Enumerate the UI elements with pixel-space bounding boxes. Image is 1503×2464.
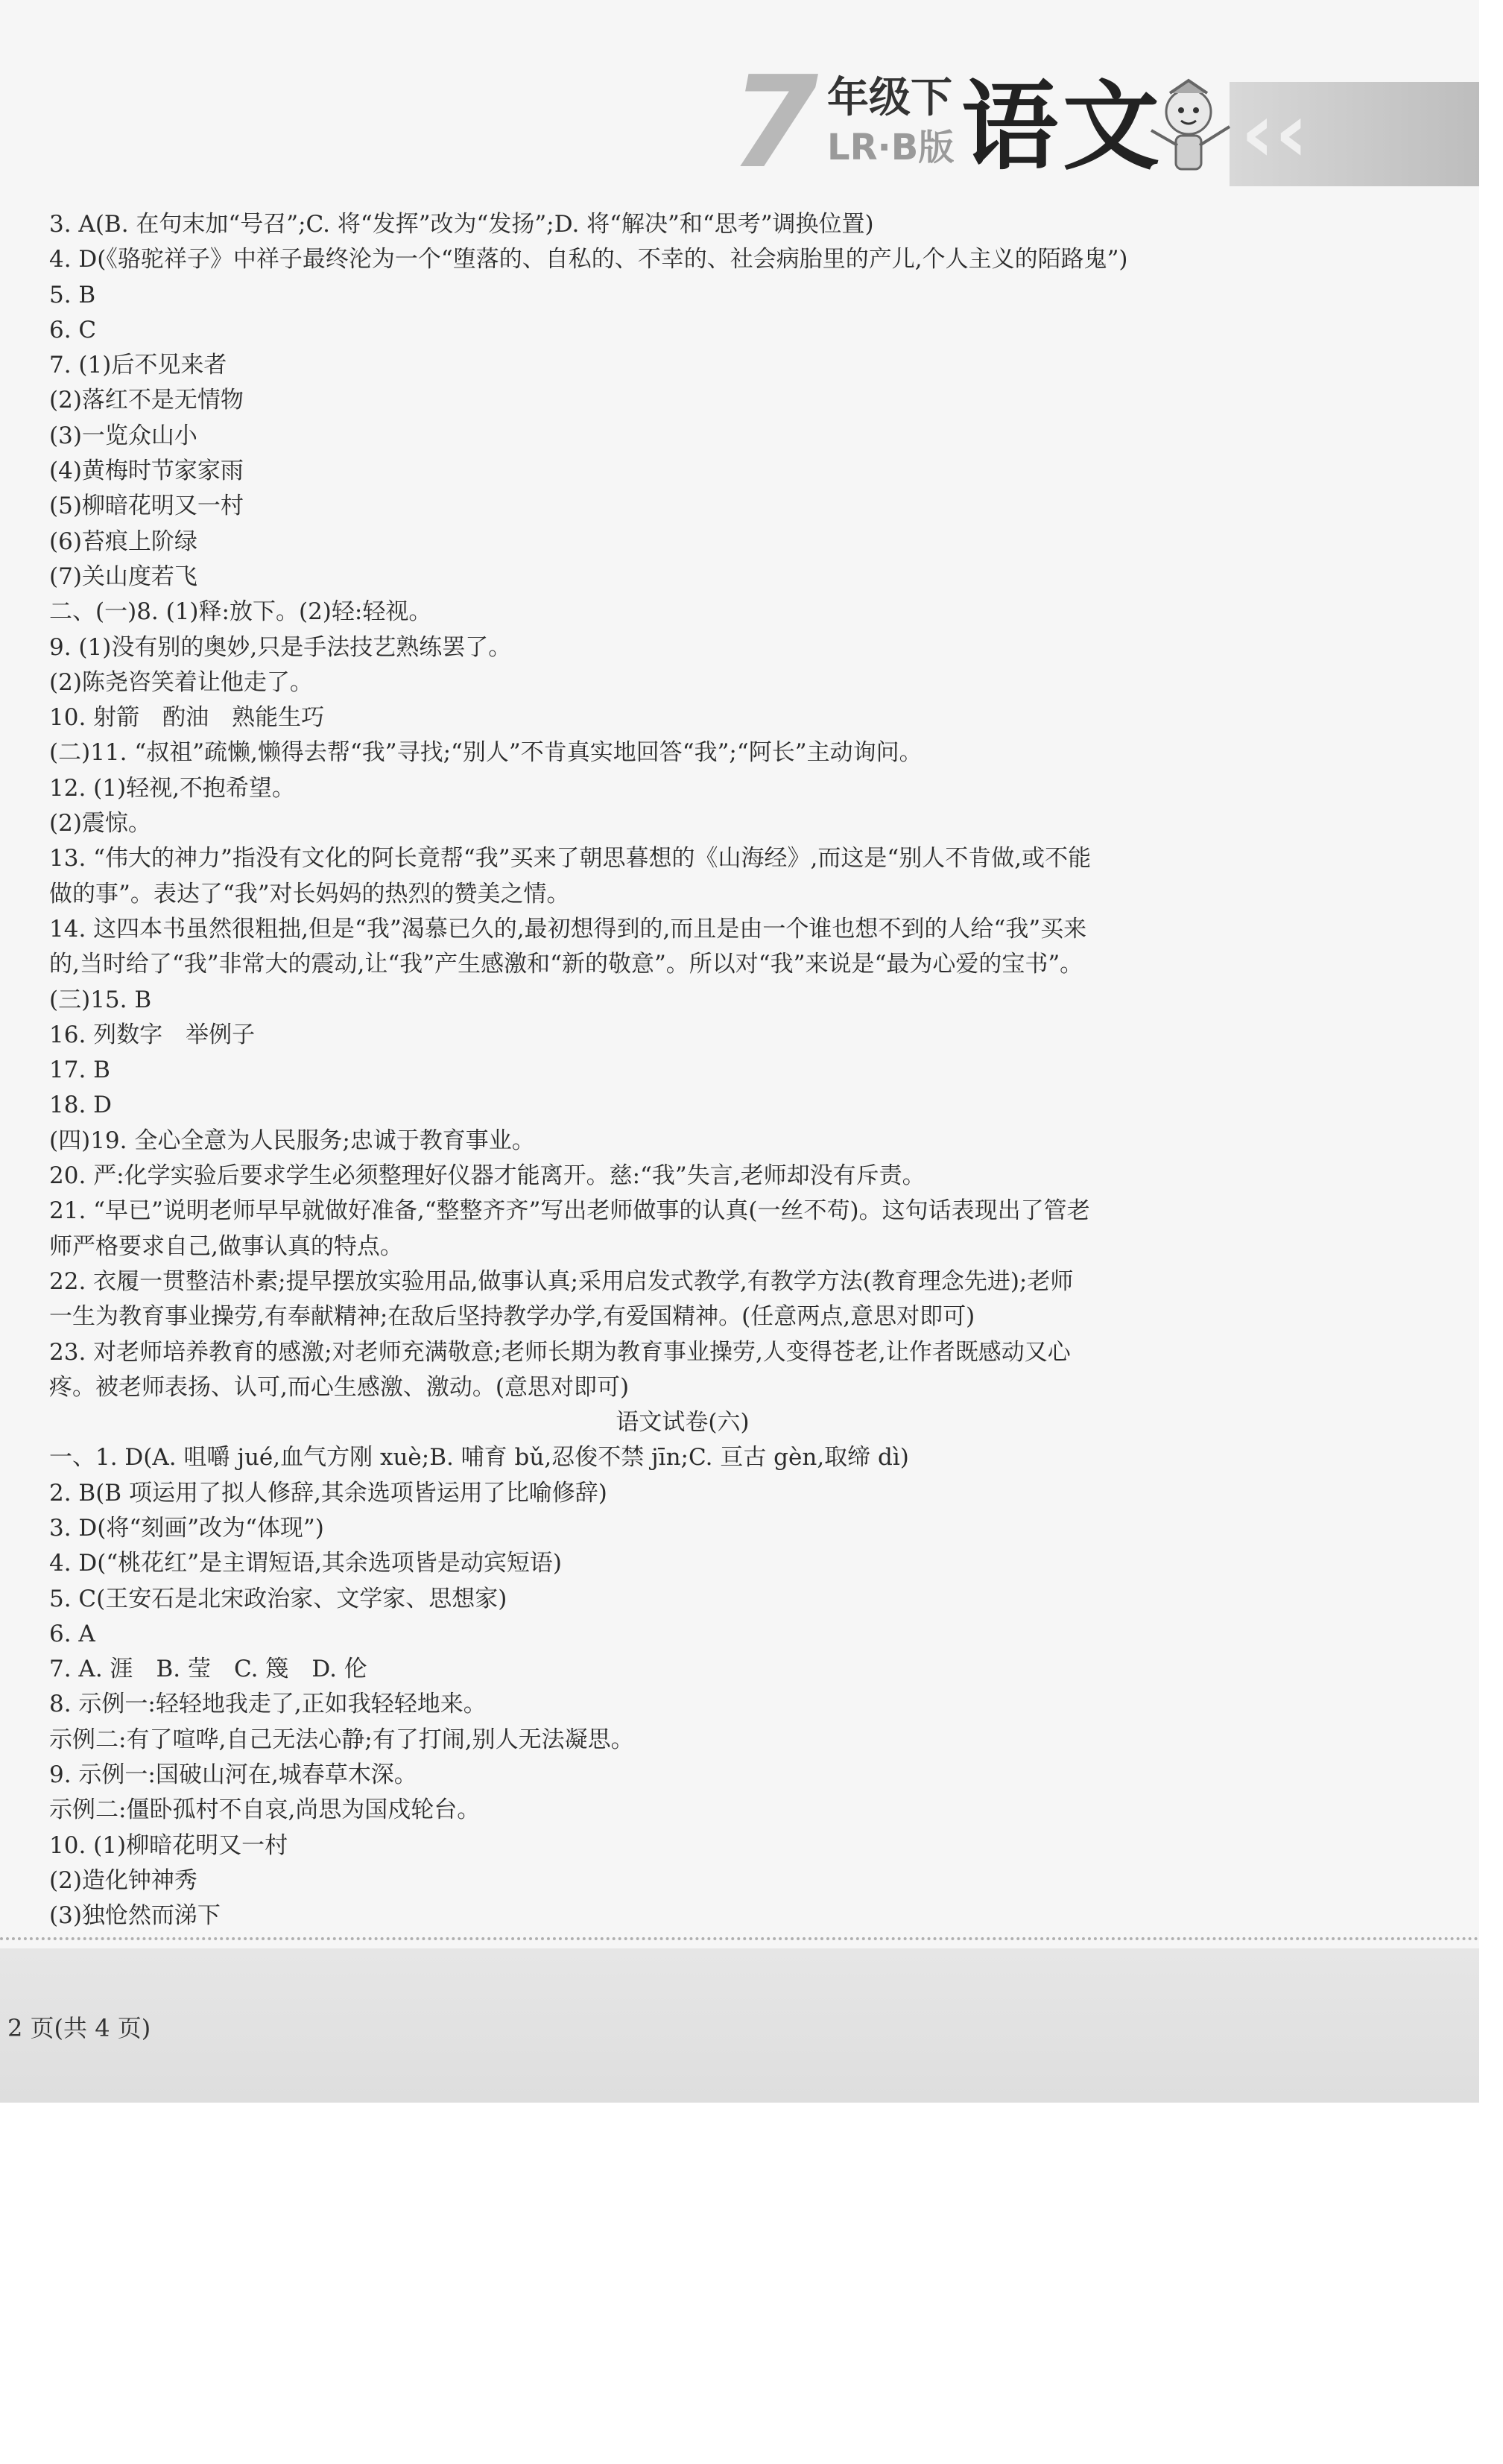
- text-line: 做的事”。表达了“我”对长妈妈的热烈的赞美之情。: [49, 880, 570, 908]
- chevron-left-icon: ‹‹: [1241, 85, 1309, 180]
- text-line: 16. 列数字 举例子: [49, 1021, 256, 1048]
- text-line: 疼。被老师表扬、认可,而心生感激、激动。(意思对即可): [49, 1373, 630, 1401]
- text-line: 22. 衣履一贯整洁朴素;提早摆放实验用品,做事认真;采用启发式教学,有教学方法(教育理念先进);老师: [49, 1267, 1074, 1295]
- text-line: 8. 示例一:轻轻地我走了,正如我轻轻地来。: [49, 1691, 487, 1718]
- text-line: 2. B(B 项运用了拟人修辞,其余选项皆运用了比喻修辞): [49, 1479, 607, 1507]
- text-line: (6)苔痕上阶绿: [49, 528, 197, 555]
- text-line: 示例二:有了喧哗,自己无法心静;有了打闹,别人无法凝思。: [49, 1726, 634, 1753]
- answer-content: [49, 207, 1286, 1934]
- text-line: 7. A. 涯 B. 莹 C. 篾 D. 伦: [49, 1656, 367, 1683]
- text-line: (4)黄梅时节家家雨: [49, 457, 244, 485]
- footer-divider: [0, 1937, 1479, 1948]
- page-number: 2 页(共 4 页): [7, 2014, 151, 2042]
- text-line: 20. 严:化学实验后要求学生必须整理好仪器才能离开。慈:“我”失言,老师却没有斥责。: [49, 1162, 925, 1190]
- text-line: (2)落红不是无情物: [49, 387, 244, 414]
- footer-band: [0, 1948, 1479, 2103]
- text-line: 示例二:僵卧孤村不自哀,尚思为国戍轮台。: [49, 1796, 481, 1824]
- text-line: 3. D(将“刻画”改为“体现”): [49, 1514, 324, 1542]
- text-line: 4. D(“桃花红”是主谓短语,其余选项皆是动宾短语): [49, 1550, 563, 1577]
- text-line: 4. D(《骆驼祥子》中祥子最终沦为一个“堕落的、自私的、不幸的、社会病胎里的产儿,个人主义的陌路鬼”): [49, 246, 1128, 273]
- page-header: [715, 49, 1479, 197]
- text-line: (7)关山度若飞: [49, 563, 197, 590]
- text-line: 6. C: [49, 316, 97, 343]
- text-line: 21. “早已”说明老师早早就做好准备,“整整齐齐”写出老师做事的认真(一丝不苟)。这句话表现出了管老: [49, 1197, 1090, 1225]
- text-line: (5)柳暗花明又一村: [49, 493, 244, 520]
- text-line: 18. D: [49, 1092, 113, 1119]
- text-line: (3)独怆然而涕下: [49, 1902, 221, 1930]
- text-line: 12. (1)轻视,不抱希望。: [49, 774, 295, 802]
- text-line: 5. B: [49, 281, 96, 308]
- text-line: 的,当时给了“我”非常大的震动,让“我”产生感激和“新的敬意”。所以对“我”来说是“最为心爱的宝书”。: [49, 951, 1083, 978]
- mascot-icon: [1133, 75, 1244, 186]
- text-line: (2)陈尧咨笑着让他走了。: [49, 668, 313, 696]
- text-line: 6. A: [49, 1620, 95, 1647]
- text-line: (2)震惊。: [49, 810, 151, 837]
- text-line: 14. 这四本书虽然很粗拙,但是“我”渴慕已久的,最初想得到的,而且是由一个谁也想不到的人给“我”买来: [49, 915, 1087, 943]
- text-line: 二、(一)8. (1)释:放下。(2)轻:轻视。: [49, 598, 432, 626]
- text-line: 3. A(B. 在句末加“号召”;C. 将“发挥”改为“发扬”;D. 将“解决”和“思考”调换位置): [49, 211, 874, 238]
- text-line: 9. (1)没有别的奥妙,只是手法技艺熟练罢了。: [49, 633, 512, 661]
- subject-title: 语文: [961, 70, 1165, 183]
- text-line: (二)11. “叔祖”疏懒,懒得去帮“我”寻找;“别人”不肯真实地回答“我”;“阿长”主动询问。: [49, 739, 923, 767]
- text-line: 10. (1)柳暗花明又一村: [49, 1831, 288, 1859]
- text-line: (四)19. 全心全意为人民服务;忠诚于教育事业。: [49, 1127, 535, 1154]
- section-heading: 语文试卷(六): [616, 1409, 750, 1437]
- text-line: 17. B: [49, 1057, 110, 1084]
- text-line: (3)一览众山小: [49, 422, 197, 449]
- text-line: 一生为教育事业操劳,有奉献精神;在敌后坚持教学办学,有爱国精神。(任意两点,意思对即可): [49, 1303, 975, 1331]
- text-line: 10. 射箭 酌油 熟能生巧: [49, 704, 325, 732]
- text-line: (三)15. B: [49, 986, 152, 1013]
- edition-label: LR·B版: [827, 127, 955, 168]
- grade-label: 年级下: [827, 74, 952, 122]
- text-line: 5. C(王安石是北宋政治家、文学家、思想家): [49, 1585, 507, 1612]
- text-line: (2)造化钟神秀: [49, 1866, 197, 1894]
- text-line: 23. 对老师培养教育的感激;对老师充满敬意;老师长期为教育事业操劳,人变得苍老,让作者既感动又心: [49, 1338, 1071, 1366]
- text-line: 7. (1)后不见来者: [49, 352, 227, 379]
- text-line: 一、1. D(A. 咀嚼 jué,血气方刚 xuè;B. 哺育 bǔ,忍俊不禁 jīn;C. 亘古 gèn,取缔 dì): [49, 1444, 909, 1472]
- text-line: 师严格要求自己,做事认真的特点。: [49, 1232, 403, 1260]
- text-line: 13. “伟大的神力”指没有文化的阿长竟帮“我”买来了朝思暮想的《山海经》,而这是“别人不肯做,或不能: [49, 845, 1092, 872]
- text-line: 9. 示例一:国破山河在,城春草木深。: [49, 1761, 417, 1789]
- grade-number: 7: [730, 49, 819, 197]
